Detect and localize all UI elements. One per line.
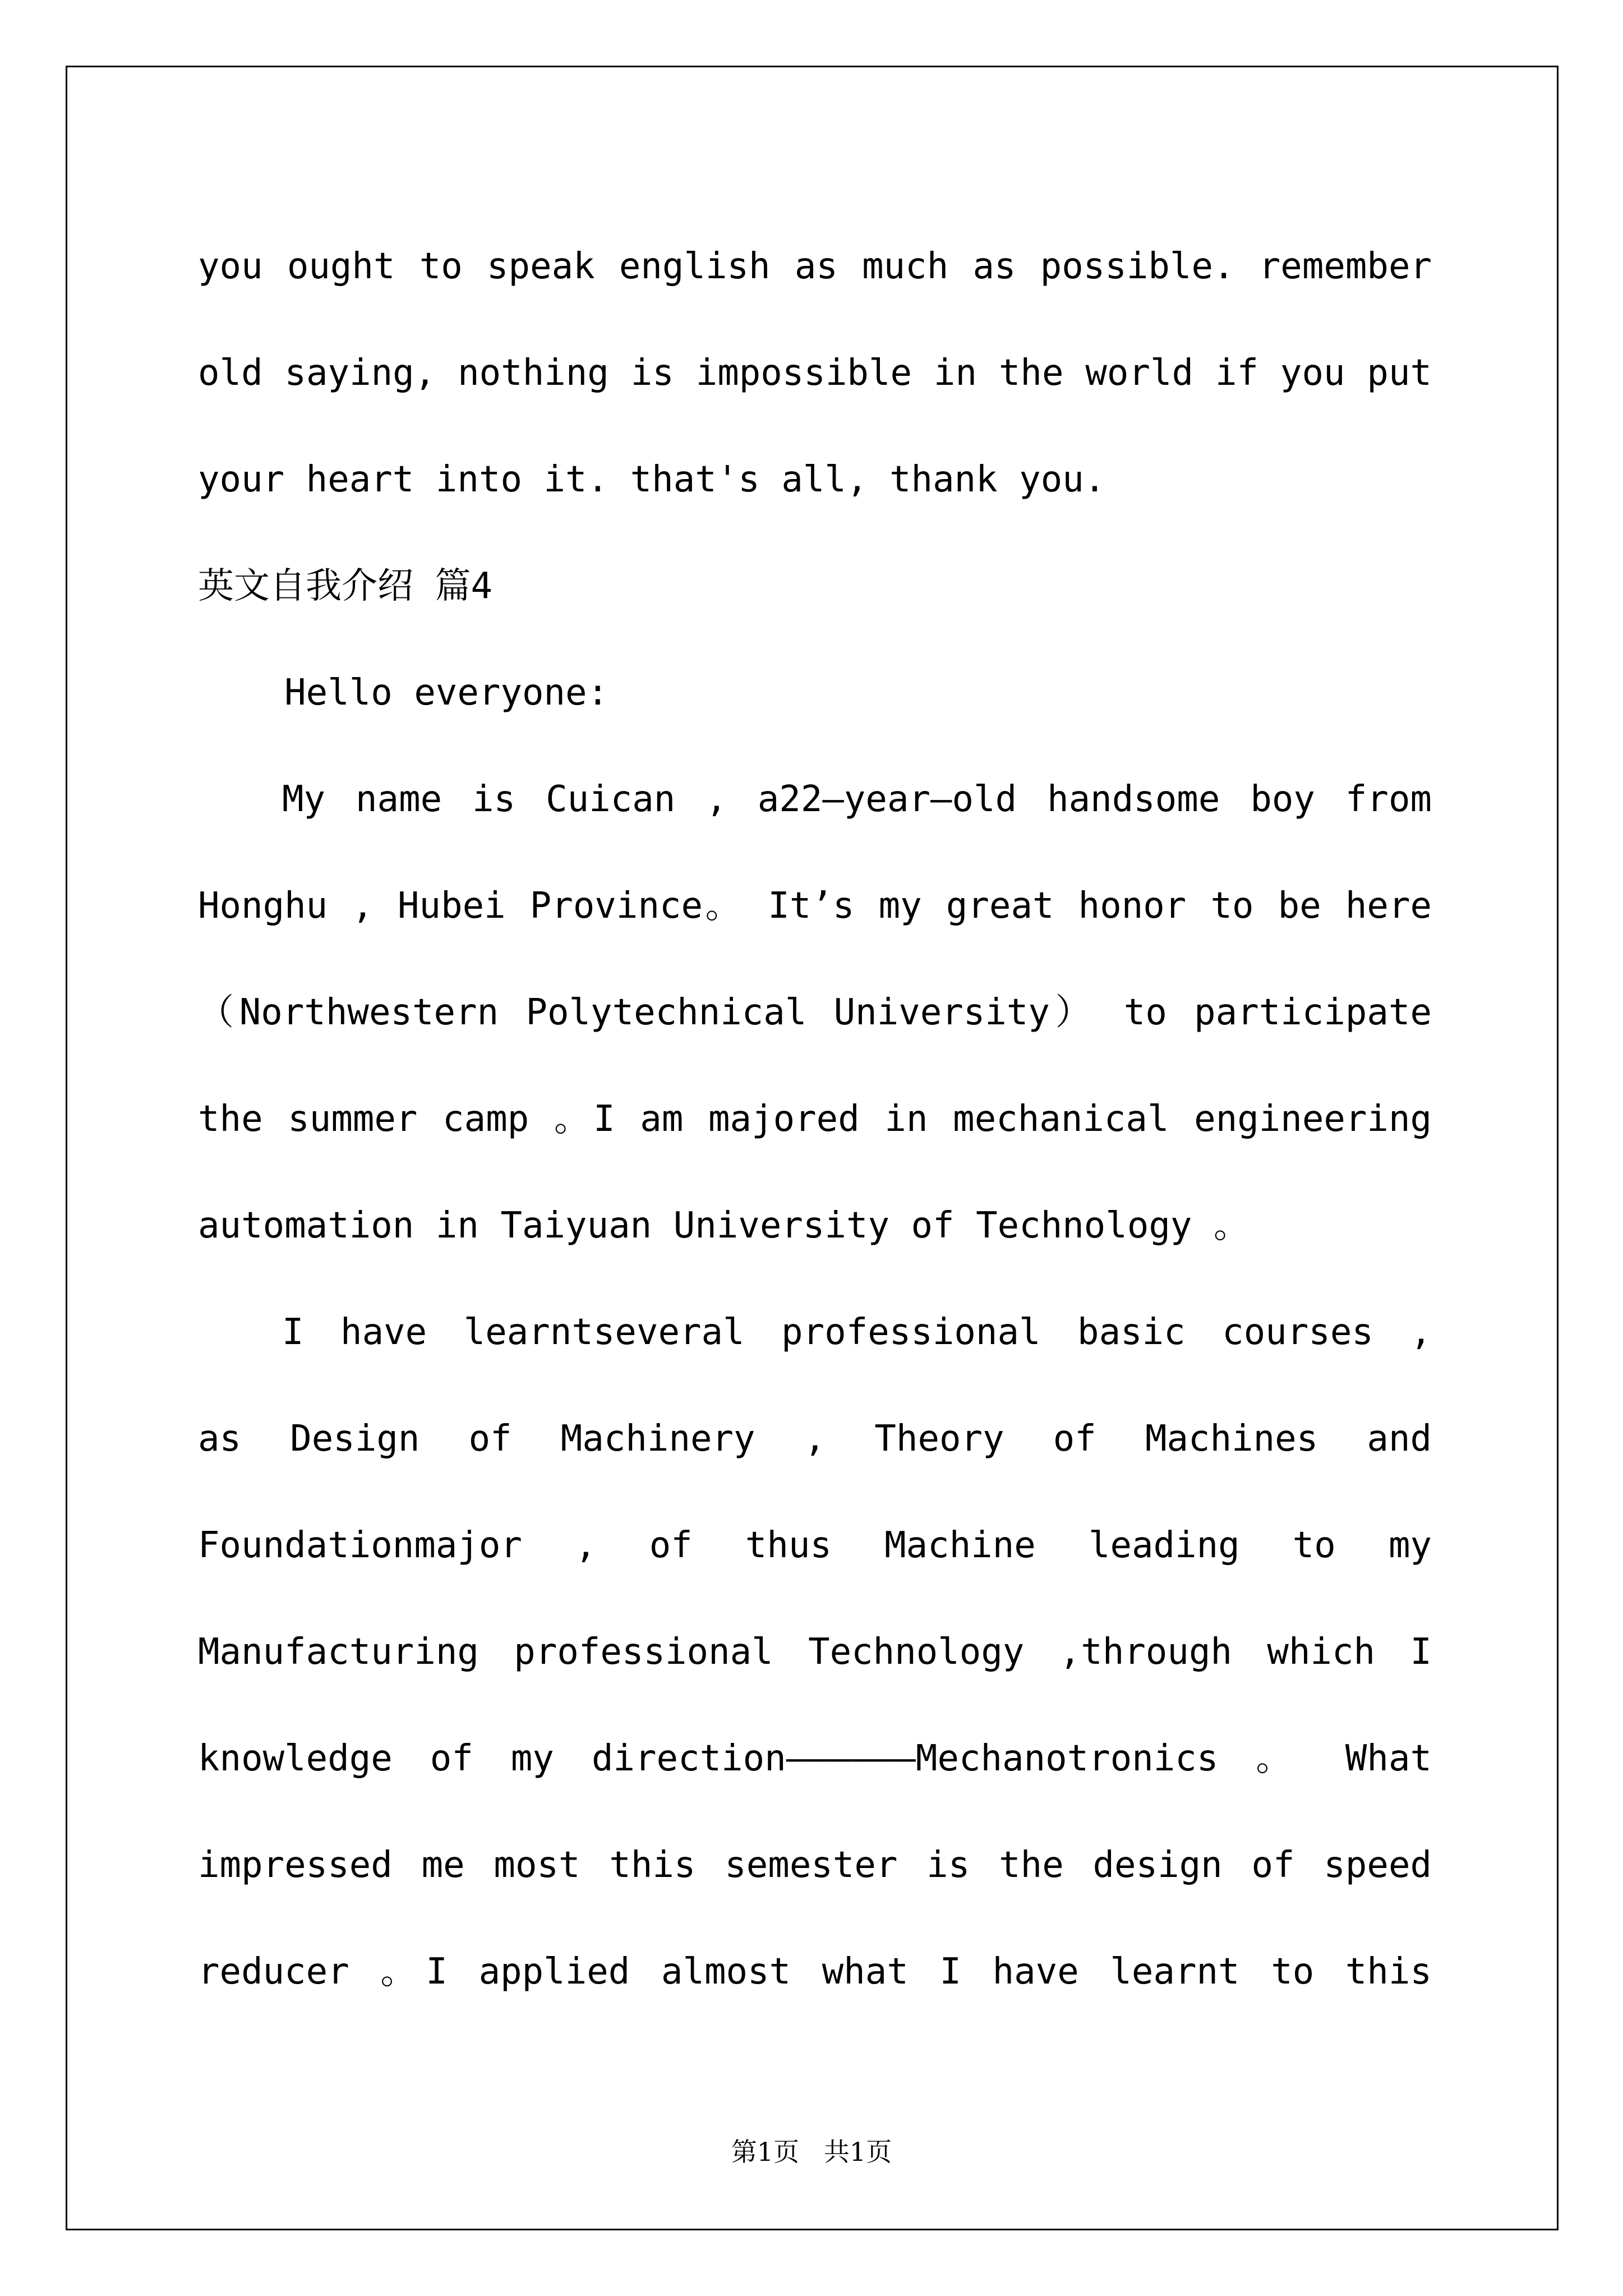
text-line: the summer camp 。I am majored in mechanical engineering — [198, 1098, 1432, 1140]
text-line: your heart into it. that's all, thank you. — [198, 459, 1106, 500]
text-line: reducer 。I applied almost what I have learnt to this — [198, 1951, 1432, 1993]
text-line: you ought to speak english as much as possible. remember — [198, 246, 1432, 287]
text-line: impressed me most this semester is the design of speed — [198, 1844, 1432, 1886]
text-line: old saying, nothing is impossible in the world if you put — [198, 352, 1432, 394]
greeting-line: Hello everyone: — [198, 672, 609, 714]
text-line: Foundationmajor , of thus Machine leading to my — [198, 1525, 1432, 1566]
section-heading: 英文自我介绍 篇4 — [198, 565, 493, 607]
text-line: I have learntseveral professional basic courses , — [282, 1312, 1432, 1353]
text-line: as Design of Machinery , Theory of Machines and — [198, 1418, 1432, 1460]
page-footer — [0, 2132, 1623, 2169]
text-line: knowledge of my direction——————Mechanotronics 。 What — [198, 1738, 1432, 1779]
text-line: automation in Taiyuan University of Technology 。 — [198, 1205, 1249, 1246]
text-line: Manufacturing professional Technology ,through which I — [198, 1631, 1432, 1673]
document-body — [198, 213, 1432, 2025]
page-number-label: 第1页 共1页 — [731, 2137, 892, 2167]
text-line: （Northwestern Polytechnical University） to participate — [198, 992, 1432, 1033]
text-line: Honghu , Hubei Province。 It’s my great honor to be here — [198, 885, 1432, 927]
text-line: My name is Cuican , a22—year—old handsome boy from — [282, 779, 1432, 820]
